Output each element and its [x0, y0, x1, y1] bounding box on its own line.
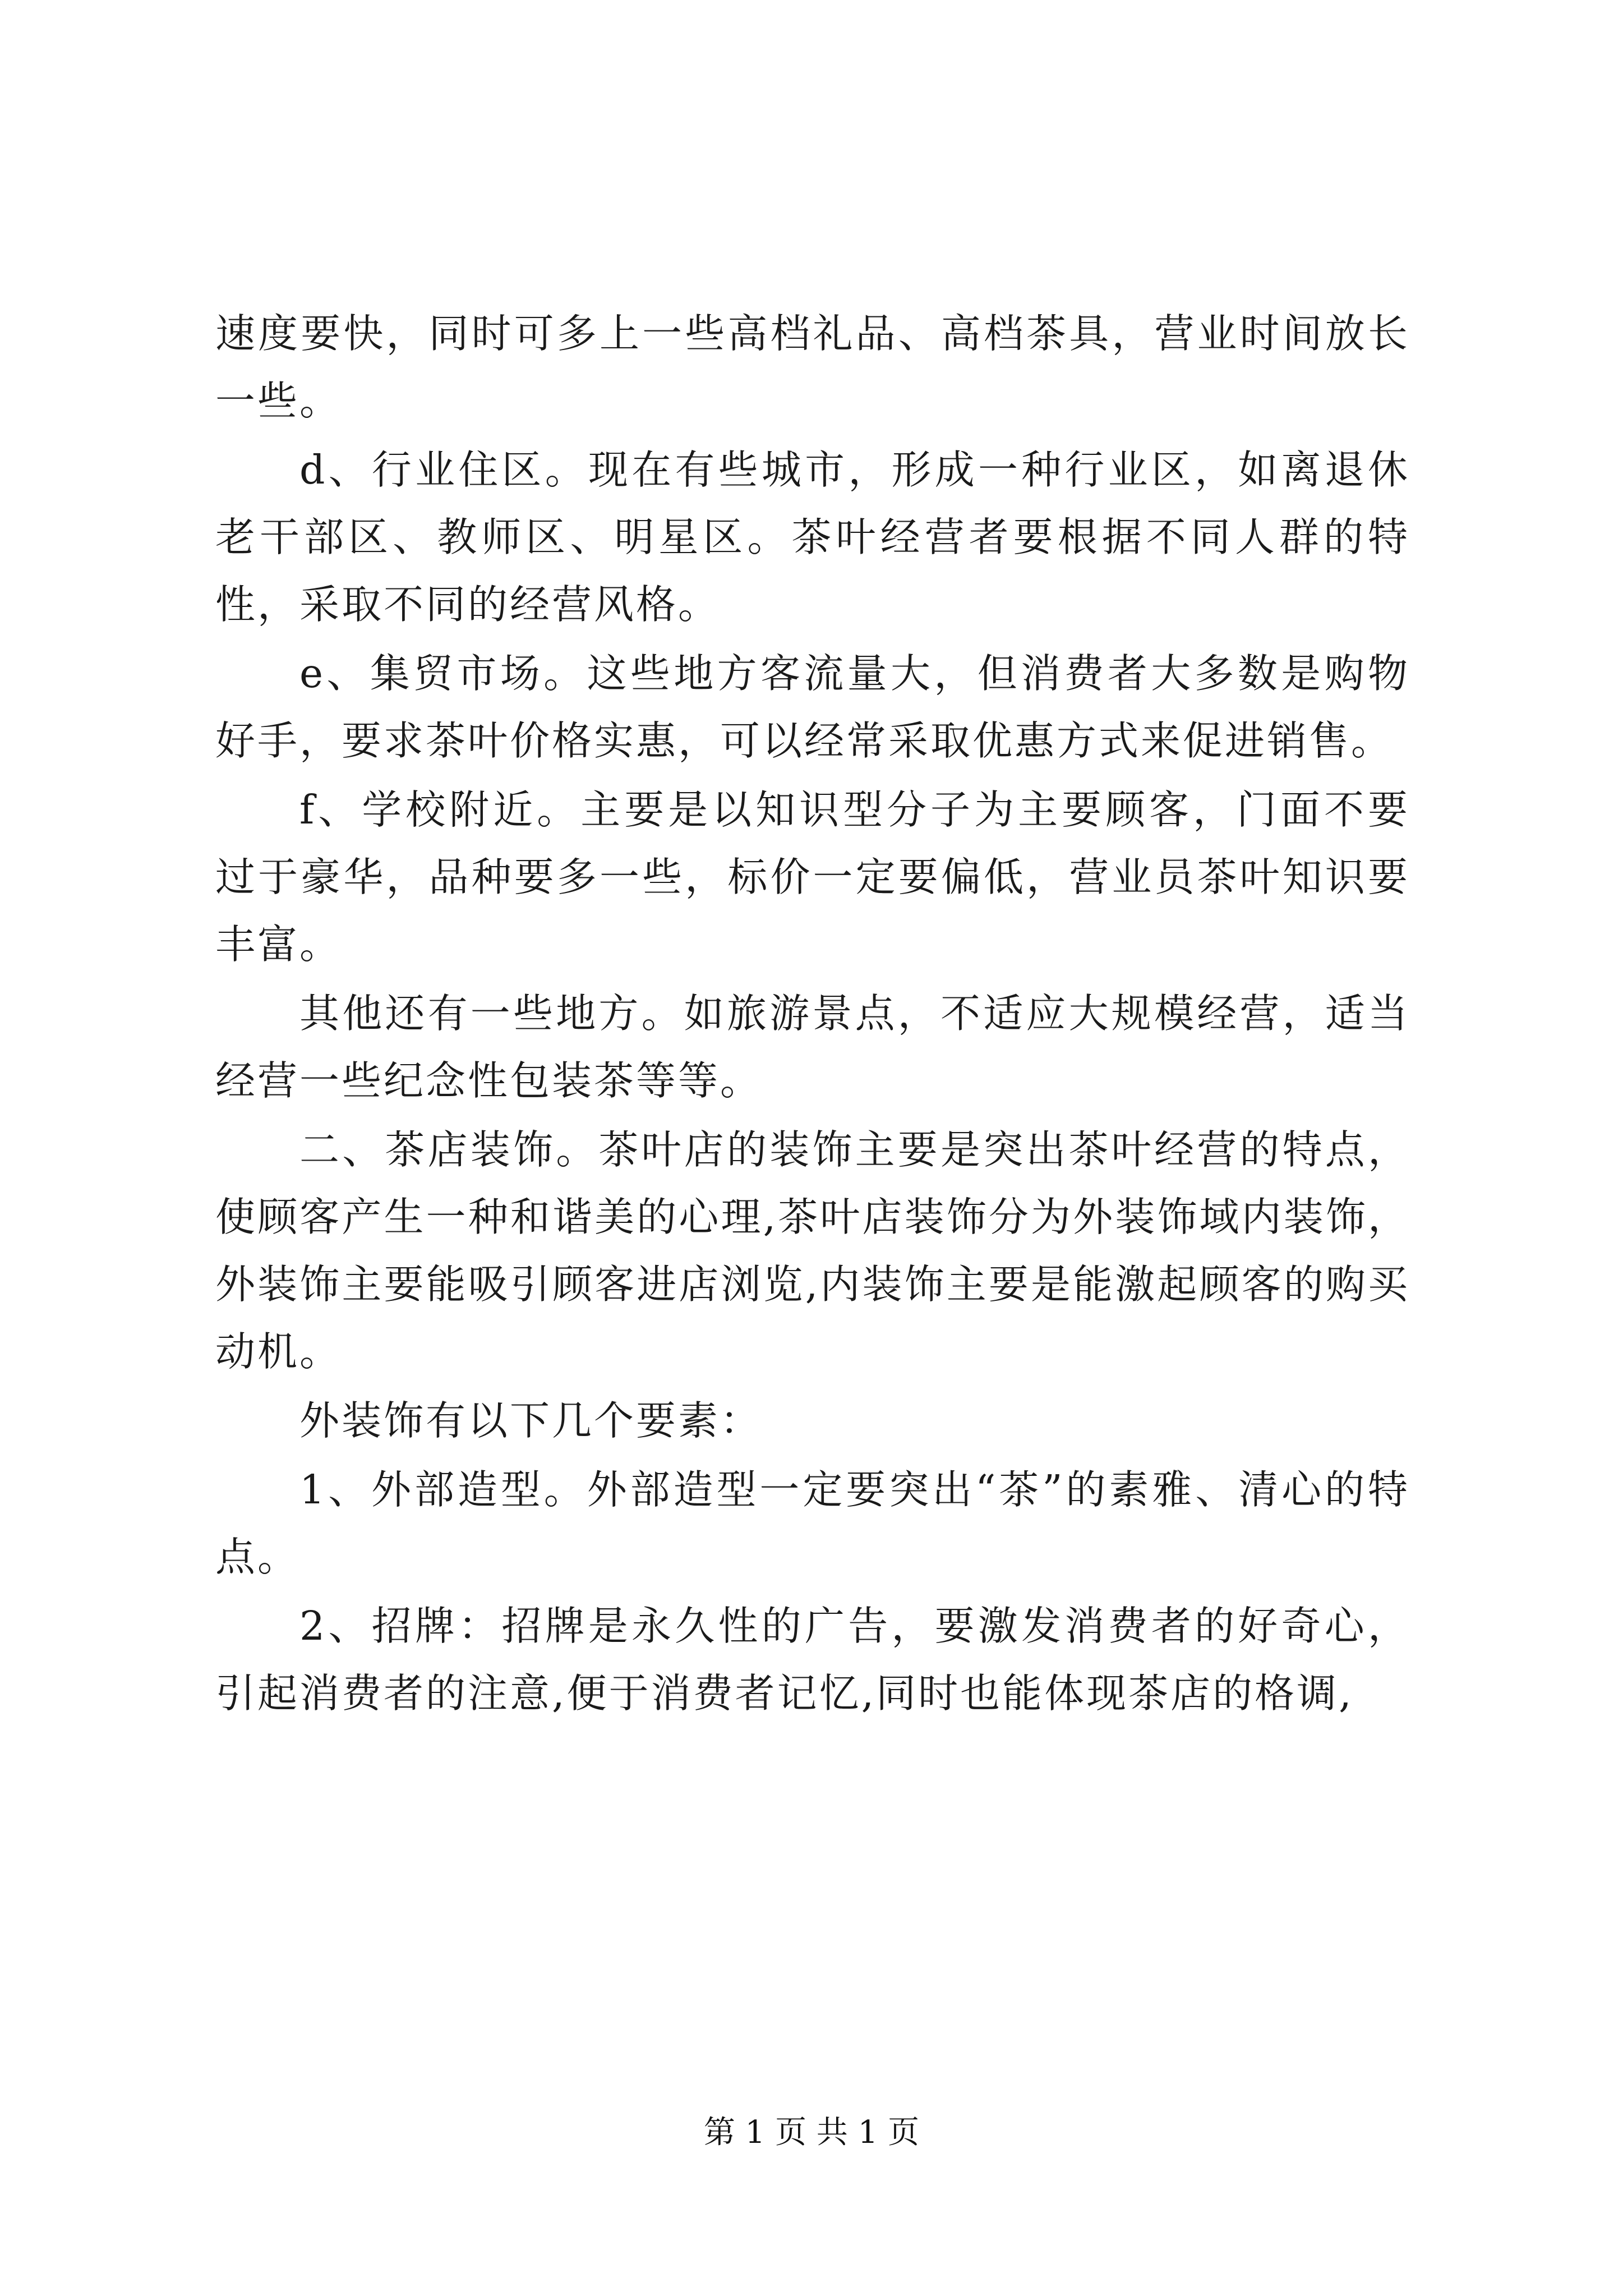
- paragraph-exterior-shape: 1、外部造型。外部造型一定要突出“茶”的素雅、清心的特点。: [215, 1466, 1410, 1580]
- paragraph-shop-decoration: 二、茶店装饰。茶叶店的装饰主要是突出茶叶经营的特点，使顾客产生一种和谐美的心理,茶叶店装饰分为外装饰域内装饰，外装饰主要能吸引顾客进店浏览,内装饰主要是能激起顾客的购买动机。: [215, 1126, 1410, 1375]
- paragraph-other-places: 其他还有一些地方。如旅游景点，不适应大规模经营，适当经营一些纪念性包装茶等等。: [215, 990, 1410, 1104]
- document-body: [215, 300, 1410, 1729]
- paragraph-f-near-school: f、学校附近。主要是以知识型分子为主要顾客，门面不要过于豪华，品种要多一些，标价一定要偏低，营业员茶叶知识要丰富。: [215, 786, 1410, 968]
- paragraph-exterior-elements: 外装饰有以下几个要素：: [299, 1397, 763, 1444]
- paragraph-continuation: 速度要快，同时可多上一些高档礼品、高档茶具，营业时间放长一些。: [215, 310, 1410, 424]
- paragraph-signboard: 2、招牌：招牌是永久性的广告，要激发消费者的好奇心，引起消费者的注意,便于消费者记忆,同时也能体现茶店的格调,: [215, 1603, 1410, 1717]
- paragraph-e-trade-market: e、集贸市场。这些地方客流量大，但消费者大多数是购物好手，要求茶叶价格实惠，可以经常采取优惠方式来促进销售。: [215, 650, 1410, 764]
- paragraph-d-industry-district: d、行业住区。现在有些城市，形成一种行业区，如离退休老干部区、教师区、明星区。茶叶经营者要根据不同人群的特性，采取不同的经营风格。: [215, 447, 1410, 628]
- page-footer: 第 1 页 共 1 页: [703, 2114, 920, 2151]
